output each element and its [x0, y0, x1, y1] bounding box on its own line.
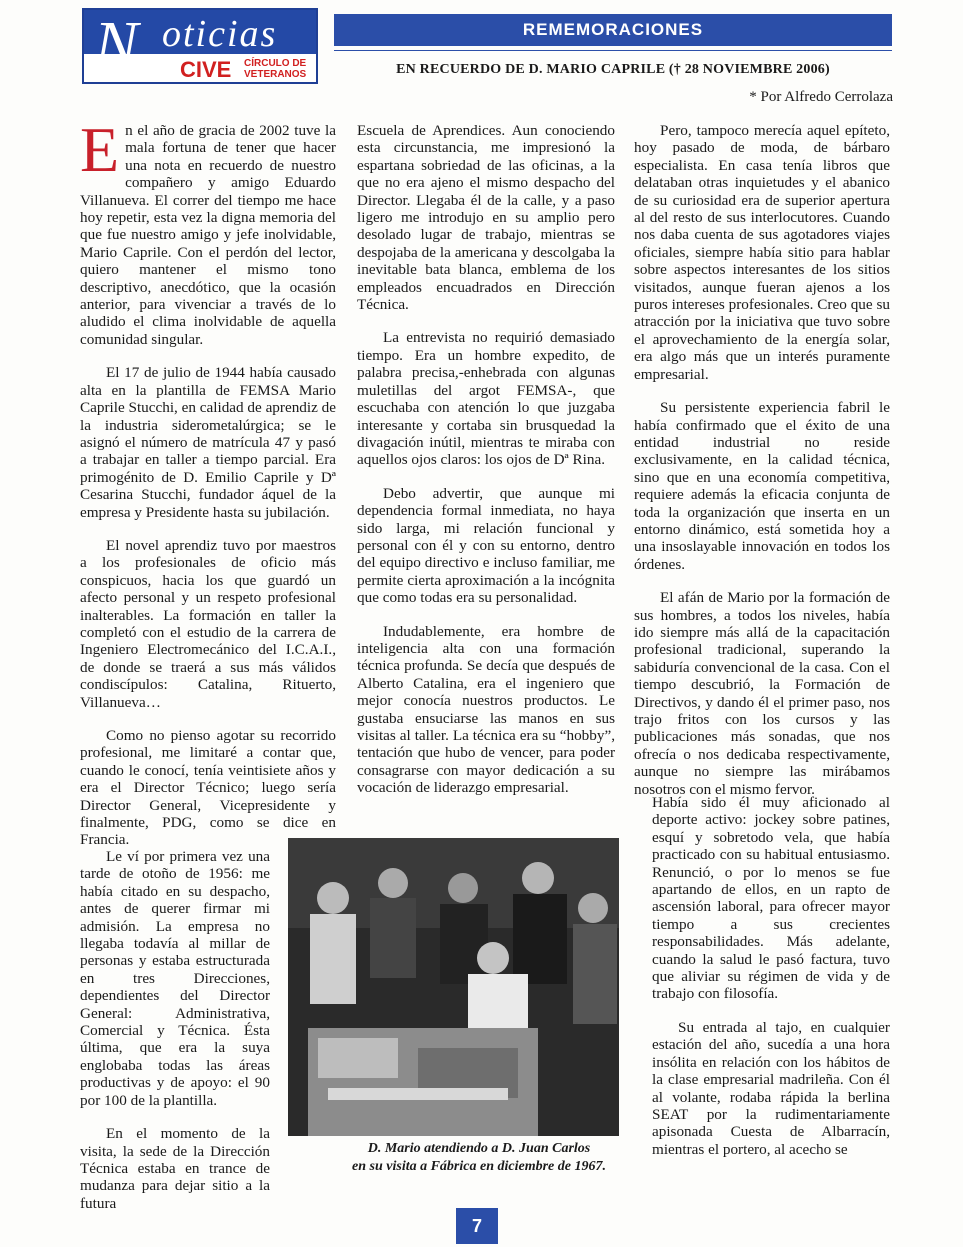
caption-line-2: en su visita a Fábrica en diciembre de 1967. — [352, 1159, 606, 1174]
paragraph: Indudablemente, era hombre de inteligencia alta con una formación técnica profunda. Se decía que después de Alberto Catalina, era el ingeniero que mejor conocía nuestros productos. Le gustaba ensuciarse las manos en sus visitas al taller. La técnica era su “hobby”, tentación que hubo de vencer, para poder consagrarse con mayor dedicación a su vocación de liderazgo empresarial. — [357, 622, 615, 797]
paragraph: La entrevista no requirió demasiado tiempo. Era un hombre expedito, de palabra precisa,-enhebrada con algunas muletillas del argot FEMSA-, que escuchaba con atención lo que juzgaba interesante y cortaba sin brusquedad la divagación inútil, mientras te miraba con aquellos ojos claros: los ojos de Dª Rina. — [357, 329, 615, 469]
photo-illustration — [288, 838, 619, 1136]
article-photo — [288, 838, 619, 1136]
article-headline: EN RECUERDO DE D. MARIO CAPRILE († 28 NOVIEMBRE 2006) — [396, 62, 830, 77]
logo-initial: N — [94, 8, 139, 81]
section-banner: REMEMORACIONES — [334, 14, 892, 46]
paragraph: El 17 de julio de 1944 había causado alta en la plantilla de FEMSA Mario Caprile Stucchi, en calidad de aprendiz de la industria siderometalúrgica; se le asignó el número de matrícula 47 y pasó a trabajar en taller a tiempo parcial. Era primogénito de D. Emilio Caprile y Dª Cesarina Stucchi, fundador áquel de la empresa y Presidente hasta su jubilación. — [80, 364, 336, 521]
logo-subtitle-line2: VETERANOS — [244, 69, 307, 80]
headline-rule — [334, 50, 892, 51]
paragraph: Como no pienso agotar su recorrido profesional, me limitaré a contar que, cuando le conocí, tenía veintisiete años y era el Director Técnico; luego sería Director General, Vicepresidente y finalmente, PDG, como se dice en Francia. — [80, 727, 336, 849]
newsletter-logo — [82, 8, 318, 84]
column-2 — [357, 122, 615, 813]
page-number: 7 — [456, 1208, 498, 1244]
logo-word: oticias — [162, 13, 278, 55]
paragraph: Escuela de Aprendices. Aun conociendo esta circunstancia, me impresionó la espartana sobriedad de las oficinas, a la que no era ajeno el mismo despacho del Director. Llegaba él de la calle, y a paso ligero me introdujo en su amplio pero desolado lugar de trabajo, mientras se despojaba de la americana y descolgaba la inevitable bata blanca, emblema de los empleados encuadrados en Dirección Técnica. — [357, 122, 615, 314]
column-1 — [80, 114, 336, 865]
paragraph: El afán de Mario por la formación de sus hombres, a todos los niveles, había ido siempre más allá de la capacitación profesional tradicional, superando la sabiduría convencional de la casa. Con el tiempo descubrió, la Formación de Directivos, y dando él el primer paso, nos trajo fritos con los cursos y las publicaciones más sonadas, que nos ofrecía o nos dedicaba respectivamente, aunque no siempre las mirábamos nosotros con el mismo fervor. — [634, 589, 890, 798]
column-1-narrow — [80, 848, 270, 1228]
logo-subtitle — [244, 58, 306, 80]
drop-cap: E — [80, 114, 120, 185]
paragraph: Había sido él muy aficionado al deporte activo: jockey sobre patines, esquí y sobretodo vela, que había practicado con su habitual entusiasmo. Renunció, o por lo menos se fue apartando de ellos, en un rapto de ascensión laboral, para ofrecer mayor tiempo a sus crecientes responsabilidades. Más adelante, cuando la salud le pasó factura, tuvo que aliviar su régimen de vida y de trabajo con filosofía. — [652, 794, 890, 1003]
column-3 — [634, 122, 890, 814]
logo-cive: CIVE — [180, 57, 232, 82]
paragraph: Su entrada al tajo, en cualquier estación del año, sucedía a una hora insólita en relación con los hábitos de la clase empresarial madrileña. Con él al volante, rodaba rápida la berlina SEAT por la rudimentariamente apisonada Cuesta de Albarracín, mientras el portero, al acecho se — [652, 1018, 890, 1158]
paragraph-text: n el año de gracia de 2002 tuve la mala fortuna de tener que hacer una nota en recuerdo de nuestro compañero y amigo Eduardo Villanueva. El correr del tiempo me hace hoy repetir, esta vez la digna memoria del que fue nuestro amigo y jefe inolvidable, Mario Caprile. Con el perdón del lector, quiero mantener el mismo tono descriptivo, anecdótico, que la ocasión anterior, para vivenciar a través de lo aludido el clima inolvidable de aquella comunidad singular. — [80, 122, 336, 348]
logo-subtitle-line1: CÍRCULO DE — [244, 58, 307, 69]
paragraph — [80, 114, 336, 348]
caption-line-1: D. Mario atendiendo a D. Juan Carlos — [367, 1141, 591, 1156]
paragraph: En el momento de la visita, la sede de la Dirección Técnica estaba en trance de mudanza para dejar sitio a la futura — [80, 1125, 270, 1212]
photo-caption — [288, 1140, 670, 1176]
paragraph: Pero, tampoco merecía aquel epíteto, hoy pasado de moda, de bárbaro especialista. En casa tenía libros que delataban otras inquietudes y el abanico de su curiosidad era de superior apertura al del resto de sus interlocutores. Cuando nos daba cuenta de sus agotadores viajes oficiales, siempre había sitio para hablar sobre aspectos interesantes de los sitios visitados, aunque fueran ajenos a los puros intereses profesionales. Creo que su atracción por la iniciativa que tuvo sobre el aprovechamiento de la energía solar, era algo más que un interés puramente empresarial. — [634, 122, 890, 383]
column-3-narrow — [652, 794, 890, 1174]
paragraph: Su persistente experiencia fabril le había confirmado que el éxito de una entidad industrial no reside exclusivamente, en la calidad técnica, sino que en una economía competitiva, requiere además la eficacia conjunta de toda la organización que inserta en un entorno dinámico, está sometida hoy a una insoslayable innovación en todos los órdenes. — [634, 399, 890, 573]
article-byline: * Por Alfredo Cerrolaza — [749, 89, 893, 105]
paragraph: El novel aprendiz tuvo por maestros a los profesionales de oficio más conspicuos, hacia los que guardó un afecto personal y un respeto profesional inalterables. La formación en taller la completó con el estudio de la carrera de Ingeniero Electromecánico del I.C.A.I., de donde se traerá a sus más válidos condiscípulos: Catalina, Rituerto, Villanueva… — [80, 536, 336, 711]
paragraph: Debo advertir, que aunque mi dependencia formal inmediata, no haya sido larga, mi relación funcional y personal con él y con su entorno, dentro del equipo directivo e incluso familiar, me permite cierta aproximación a la incógnita que como todas era su personalidad. — [357, 484, 615, 607]
paragraph: Le ví por primera vez una tarde de otoño de 1956: me había citado en su despacho, antes de querer firmar mi admisión. La empresa no llegaba todavía al millar de personas y estaba estructurada en tres Direcciones, dependientes del Director General: Administrativa, Comercial y Técnica. Ésta última, que era la suya englobaba todas las áreas productivas y de apoyo: el 90 por 100 de la plantilla. — [80, 848, 270, 1109]
